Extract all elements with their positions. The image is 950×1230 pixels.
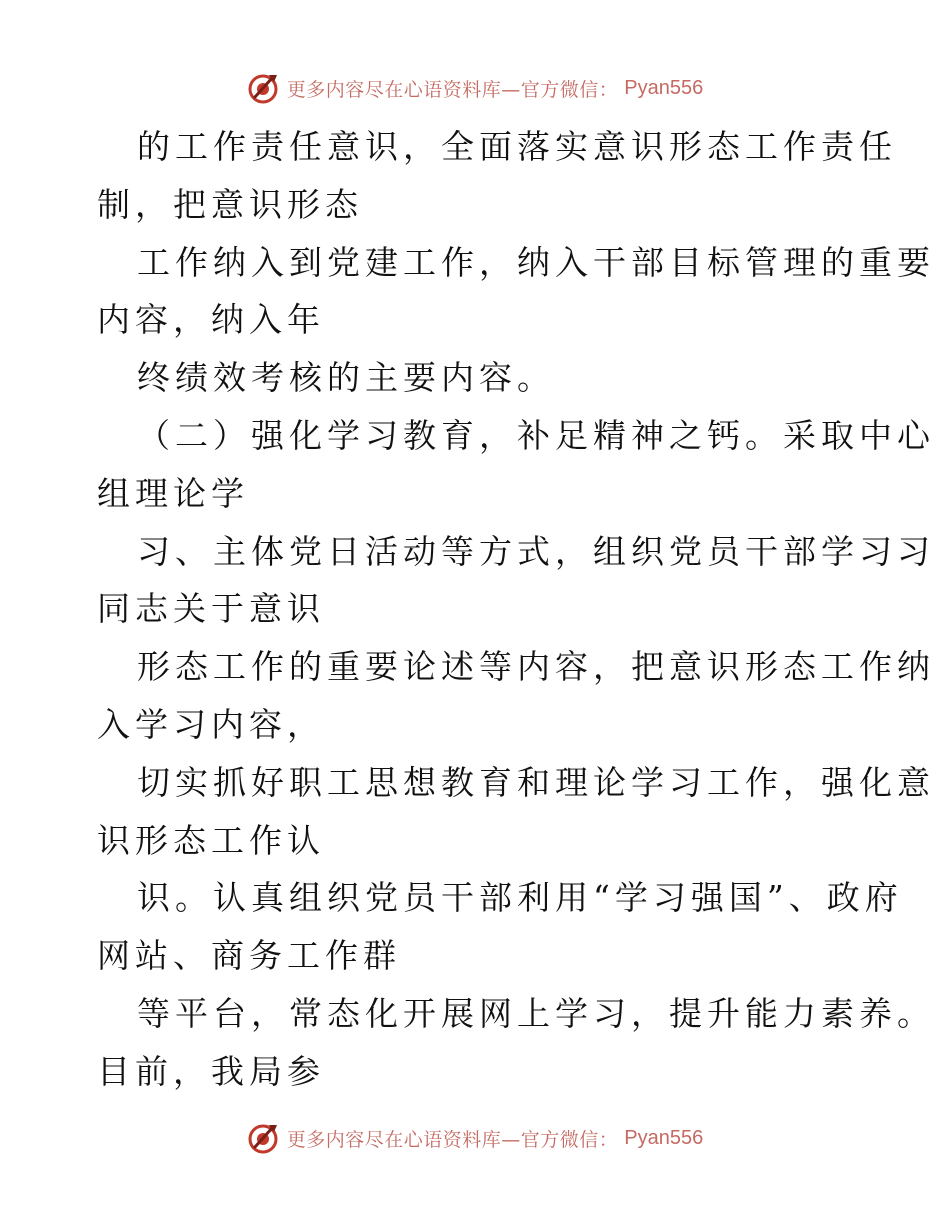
text-line: 等平台，常态化开展网上学习，提升能力素养。 (137, 993, 935, 1033)
document-body (97, 118, 935, 1101)
text-line: 目前，我局参 (97, 1051, 325, 1091)
text-line: 入学习内容， (97, 704, 325, 744)
text-line: 组理论学 (97, 473, 249, 513)
header-watermark-text: 更多内容尽在心语资料库—官方微信： (286, 78, 619, 101)
text-line: 形态工作的重要论述等内容，把意识形态工作纳 (137, 647, 935, 687)
footer-watermark (0, 1118, 950, 1158)
header-watermark (0, 68, 950, 108)
logo-icon (247, 71, 281, 105)
text-line: 的工作责任意识，全面落实意识形态工作责任 (137, 127, 897, 166)
text-line: 切实抓好职工思想教育和理论学习工作，强化意 (137, 762, 935, 802)
text-line: （二）强化学习教育，补足精神之钙。采取中心 (137, 415, 935, 455)
text-line: 网站、商务工作群 (97, 936, 401, 976)
text-line: 终绩效考核的主要内容。 (137, 358, 555, 398)
footer-watermark-id: Pyan556 (624, 1126, 704, 1149)
text-line: 内容，纳入年 (97, 300, 325, 340)
header-watermark-id: Pyan556 (624, 76, 704, 99)
text-line: 工作纳入到党建工作，纳入干部目标管理的重要 (137, 242, 935, 282)
text-line: 识形态工作认 (97, 820, 325, 860)
text-line: 同志关于意识 (97, 589, 325, 629)
text-line: 制，把意识形态 (97, 184, 363, 224)
text-line: 习、主体党日活动等方式，组织党员干部学习习 (137, 531, 935, 571)
footer-watermark-text: 更多内容尽在心语资料库—官方微信： (286, 1128, 619, 1151)
logo-icon (247, 1121, 281, 1155)
text-line: 识。认真组织党员干部利用“学习强国”、政府 (137, 878, 903, 918)
